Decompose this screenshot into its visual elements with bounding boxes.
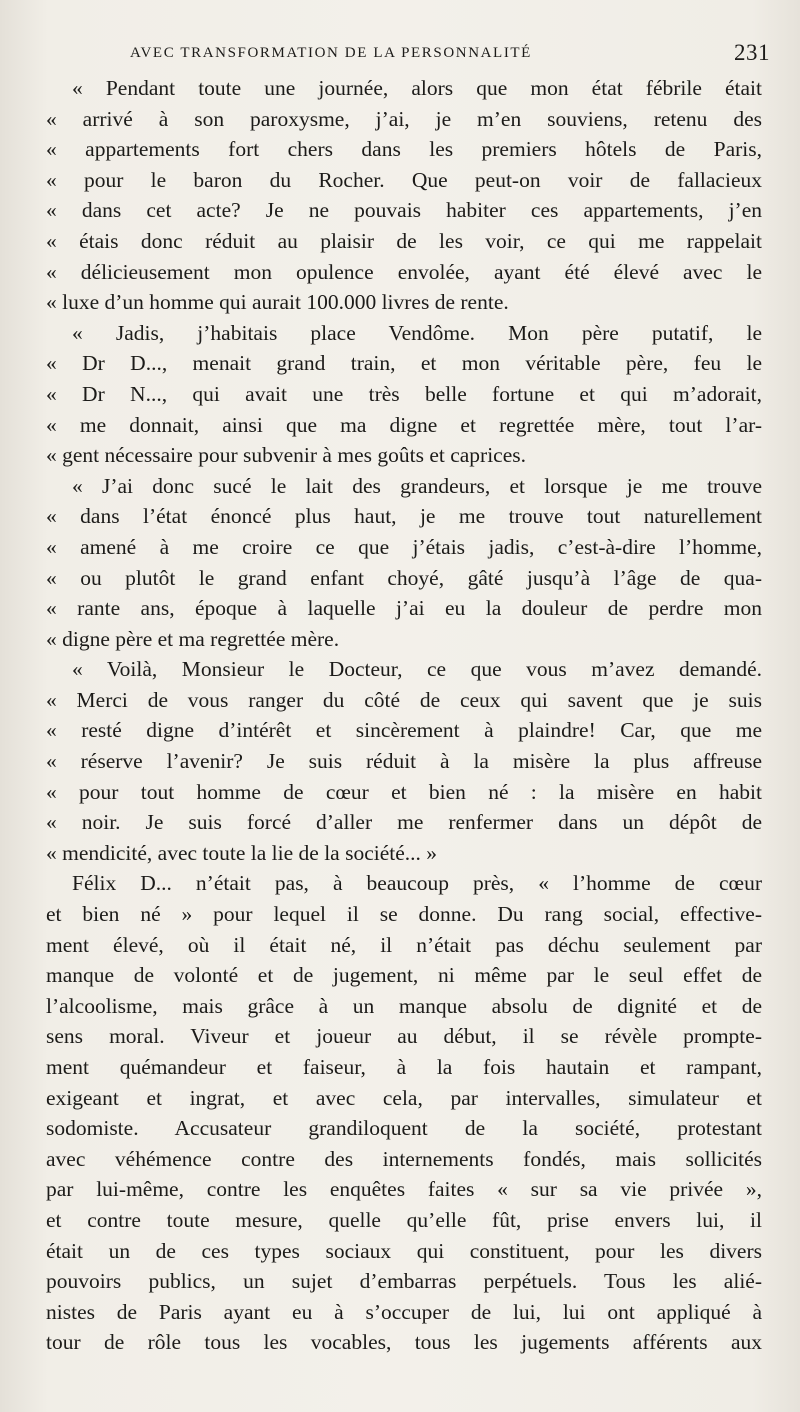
text-line: sens moral. Viveur et joueur au début, il se révèle prompte- (46, 1024, 762, 1049)
text-line: et contre toute mesure, quelle qu’elle fût, prise envers lui, il (46, 1207, 762, 1232)
text-line: « dans cet acte? Je ne pouvais habiter ces appartements, j’en (46, 198, 762, 223)
text-line: « J’ai donc sucé le lait des grandeurs, et lorsque je me trouve (72, 473, 762, 498)
running-title: AVEC TRANSFORMATION DE LA PERSONNALITÉ (130, 45, 532, 61)
text-line: sodomiste. Accusateur grandiloquent de la société, protestant (46, 1116, 762, 1141)
text-line: « Dr D..., menait grand train, et mon véritable père, feu le (46, 351, 762, 376)
text-line: « appartements fort chers dans les premiers hôtels de Paris, (46, 137, 762, 162)
text-line: « Dr N..., qui avait une très belle fortune et qui m’adorait, (46, 381, 762, 406)
text-line: « pour tout homme de cœur et bien né : la misère en habit (46, 779, 762, 804)
running-head (130, 38, 770, 68)
text-line: « réserve l’avenir? Je suis réduit à la misère la plus affreuse (46, 749, 762, 774)
text-line: « délicieusement mon opulence envolée, ayant été élevé avec le (46, 259, 762, 284)
text-line: était un de ces types sociaux qui constituent, pour les divers (46, 1238, 762, 1263)
text-line: manque de volonté et de jugement, ni même par le seul effet de (46, 963, 762, 988)
text-line: « ou plutôt le grand enfant choyé, gâté jusqu’à l’âge de qua- (46, 565, 762, 590)
text-line: « noir. Je suis forcé d’aller me renfermer dans un dépôt de (46, 810, 762, 835)
text-line: « arrivé à son paroxysme, j’ai, je m’en souviens, retenu des (46, 106, 762, 131)
text-line: « Voilà, Monsieur le Docteur, ce que vous m’avez demandé. (72, 657, 762, 682)
text-line: et bien né » pour lequel il se donne. Du rang social, effective- (46, 902, 762, 927)
text-line: « dans l’état énoncé plus haut, je me trouve tout naturellement (46, 504, 762, 529)
text-line: « étais donc réduit au plaisir de les voir, ce qui me rappelait (46, 228, 762, 253)
text-line: « resté digne d’intérêt et sincèrement à plaindre! Car, que me (46, 718, 762, 743)
text-line: tour de rôle tous les vocables, tous les jugements afférents aux (46, 1330, 762, 1355)
text-line: « digne père et ma regrettée mère. (46, 626, 340, 651)
text-line: « me donnait, ainsi que ma digne et regrettée mère, tout l’ar- (46, 412, 762, 437)
text-line: ment élevé, où il était né, il n’était pas déchu seulement par (46, 932, 762, 957)
page-number: 231 (734, 40, 770, 65)
text-line: « mendicité, avec toute la lie de la société... » (46, 840, 438, 865)
text-line: avec véhémence contre des internements fondés, mais sollicités (46, 1146, 762, 1171)
text-line: « luxe d’un homme qui aurait 100.000 livres de rente. (46, 290, 509, 315)
text-line: « pour le baron du Rocher. Que peut-on voir de fallacieux (46, 167, 762, 192)
text-line: « Pendant toute une journée, alors que mon état fébrile était (72, 76, 762, 100)
text-line: « Merci de vous ranger du côté de ceux qui savent que je suis (46, 687, 762, 712)
text-line: ment quémandeur et faiseur, à la fois hautain et rampant, (46, 1055, 762, 1079)
text-line: Félix D... n’était pas, à beaucoup près, « l’homme de cœur (72, 871, 762, 896)
text-line: exigeant et ingrat, et avec cela, par intervalles, simulateur et (46, 1085, 762, 1110)
text-line: « rante ans, époque à laquelle j’ai eu la douleur de perdre mon (46, 596, 762, 621)
text-line: l’alcoolisme, mais grâce à un manque absolu de dignité et de (46, 993, 762, 1018)
text-line: « gent nécessaire pour subvenir à mes goûts et caprices. (46, 443, 527, 468)
text-line: pouvoirs publics, un sujet d’embarras perpétuels. Tous les alié- (46, 1269, 762, 1294)
text-line: « amené à me croire ce que j’étais jadis, c’est-à-dire l’homme, (46, 534, 762, 559)
text-line: nistes de Paris ayant eu à s’occuper de lui, lui ont appliqué à (46, 1299, 762, 1324)
body-text (46, 73, 762, 1358)
text-line: par lui-même, contre les enquêtes faites « sur sa vie privée », (46, 1177, 762, 1202)
text-line: « Jadis, j’habitais place Vendôme. Mon père putatif, le (72, 320, 762, 345)
